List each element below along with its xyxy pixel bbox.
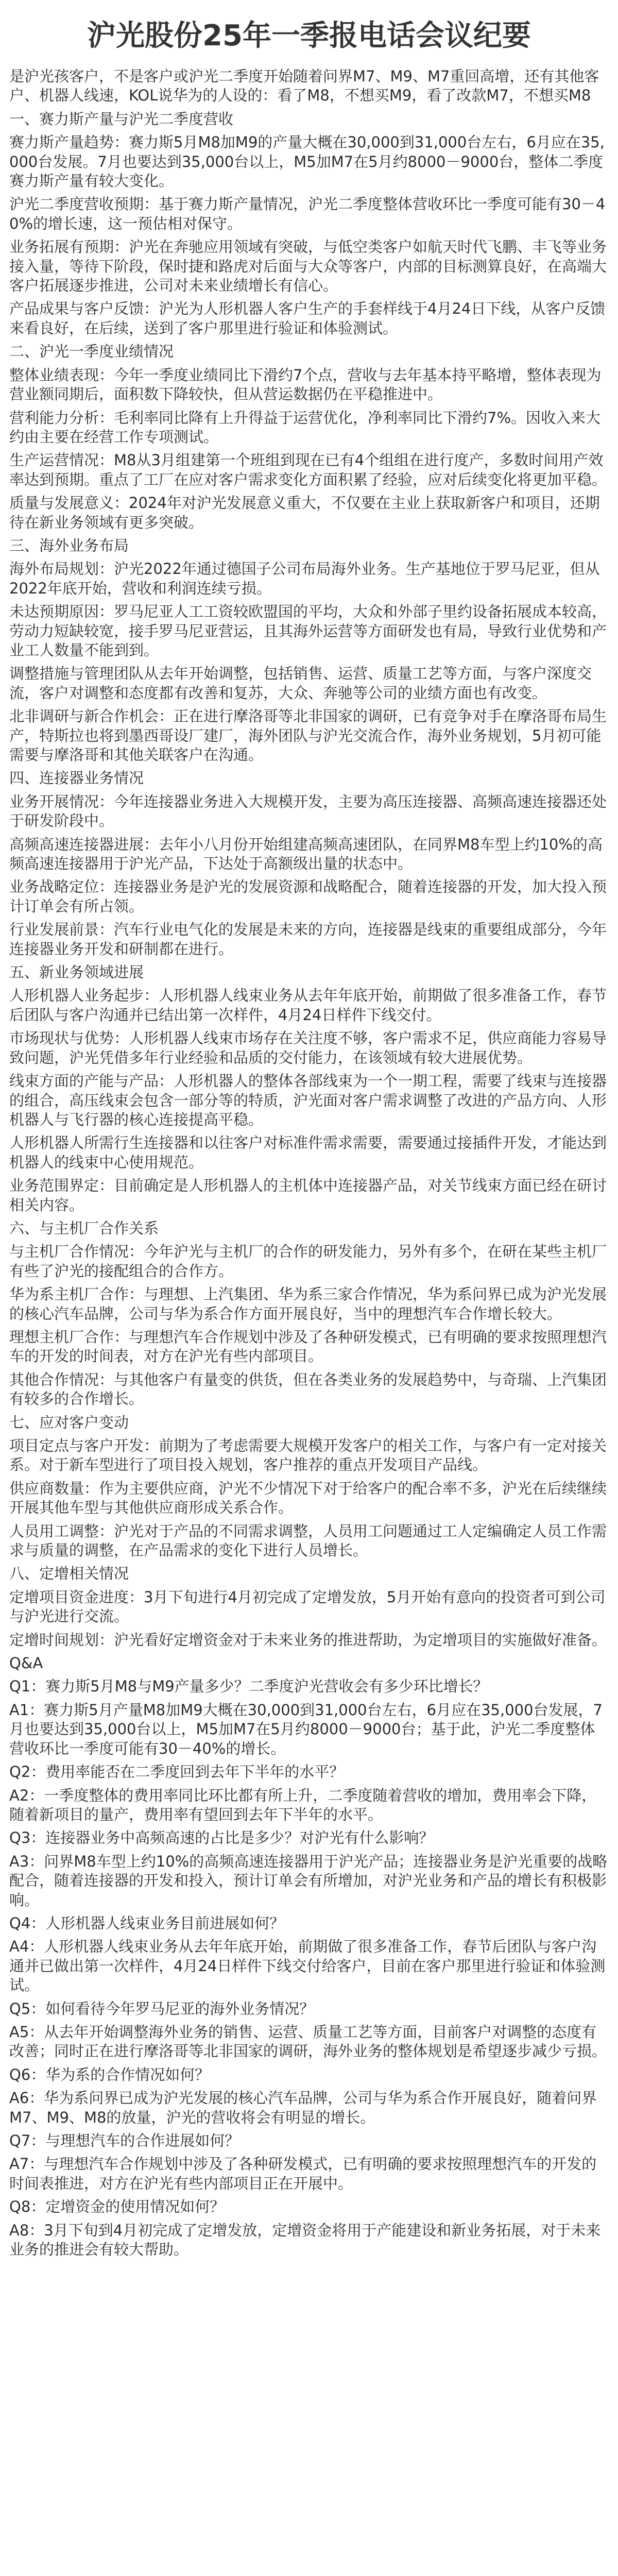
paragraph: 四、连接器业务情况 (9, 769, 144, 787)
paragraph: A6：华为系问界已成为沪光发展的核心汽车品牌，公司与华为系合作开展良好，随着问界M7、M9、M8的放量，沪光的营收将会有明显的增长。 (9, 2089, 597, 2126)
paragraph: Q4：人形机器人线束业务目前进展如何？ (9, 1914, 285, 1932)
paragraph: A7：与理想汽车合作规划中涉及了各种研发模式，已有明确的要求按照理想汽车的开发的时间表推进，对方在沪光有些内部项目正在开展中。 (9, 2155, 597, 2192)
paragraph: 北非调研与新合作机会：正在进行摩洛哥等北非国家的调研，已有竞争对手在摩洛哥布局生产，特斯拉也将到墨西哥设厂建厂，海外团队与沪光交流合作，海外业务规划，5月初可能需要与摩洛哥和其他关联客户在沟通。 (9, 707, 607, 764)
paragraph: 整体业绩表现：今年一季度业绩同比下滑约7个点，营收与去年基本持平略增，整体表现为营业额同期后，面积数下降较快，但从营运数据仍在平稳推进中。 (9, 366, 602, 403)
paragraph: 质量与发展意义：2024年对沪光发展意义重大，不仅要在主业上获取新客户和项目，还期待在新业务领域有更多突破。 (9, 494, 600, 531)
paragraph: 行业发展前景：汽车行业电气化的发展是未来的方向，连接器是线束的重要组成部分，今年连接器业务开发和研制都在进行。 (9, 921, 607, 958)
paragraph: 高频高速连接器进展：去年小八月份开始组建高频高速团队，在同界M8车型上约10%的高频高速连接器用于沪光产品，下达处于高额级出量的状态中。 (9, 835, 603, 873)
paragraph: 七、应对客户变动 (9, 1413, 129, 1431)
paragraph: 人形机器人所需行生连接器和以往客户对标准件需求需要，需要通过接插件开发，才能达到机器人的线束中心使用规范。 (9, 1134, 607, 1171)
paragraph: 八、定增相关情况 (9, 1565, 129, 1583)
paragraph: A4：人形机器人线束业务从去年年底开始，前期做了很多准备工作，春节后团队与客户沟通并已做出第一次样件，4月24日样件下线交付给客户，目前在客户那里进行验证和体验测试。 (9, 1938, 606, 1994)
paragraph: Q8：定增资金的使用情况如何？ (9, 2198, 225, 2216)
paragraph: Q1：赛力斯5月M8与M9产量多少？二季度沪光营收会有多少环比增长？ (9, 1677, 488, 1696)
paragraph: 业务战略定位：连接器业务是沪光的发展资源和战略配合，随着连接器的开发，加大投入预计订单会有所占领。 (9, 878, 607, 915)
paragraph: 赛力斯产量趋势：赛力斯5月M8加M9的产量大概在30,000到31,000台左右，6月应在35,000台发展。7月也要达到35,000台以上，M5加M7在5月约8000－9000台，整体二季度赛力斯产量有较大变化。 (9, 133, 605, 190)
paragraph: Q2：费用率能否在二季度回到去年下半年的水平？ (9, 1763, 345, 1781)
paragraph: 沪光二季度营收预期：基于赛力斯产量情况，沪光二季度整体营收环比一季度可能有30－40%的增长速，这一预估相对保守。 (9, 195, 606, 232)
paragraph: 人形机器人业务起步：人形机器人线束业务从去年年底开始，前期做了很多准备工作，春节后团队与客户沟通并已结出第一次样件，4月24日样件下线交付。 (9, 987, 607, 1024)
paragraph: 营利能力分析：毛利率同比降有上升得益于运营优化，净利率同比下滑约7%。因收入来大约由主要在经营工作专项测试。 (9, 409, 601, 446)
paragraph: 华为系主机厂合作：与理想、上汽集团、华为系三家合作情况，华为系问界已成为沪光发展的核心汽车品牌，公司与华为系合作方面开展良好，当中的理想汽车合作增长较大。 (9, 1285, 607, 1323)
paragraph: 三、海外业务布局 (9, 536, 129, 554)
paragraph: Q6：华为系的合作情况如何？ (9, 2065, 210, 2083)
paragraph: 业务拓展有预期：沪光在奔驰应用领域有突破，与低空类客户如航天时代飞鹏、丰飞等业务接入量，等待下阶段，保时捷和路虎对后面与大众等客户，内部的目标测算良好，在高端大客户拓展逐步推进，公司对未来业绩增长有信心。 (9, 238, 607, 295)
paragraph: Q7：与理想汽车的合作进展如何？ (9, 2132, 240, 2149)
paragraph: 理想主机厂合作：与理想汽车合作规划中涉及了各种研发模式，已有明确的要求按照理想汽车的开发的时间表，对方在沪光有些内部项目。 (9, 1328, 607, 1365)
paragraph: 业务范围界定：目前确定是人形机器人的主机体中连接器产品，对关节线束方面已经在研讨相关内容。 (9, 1177, 607, 1214)
paragraph: 线束方面的产能与产品：人形机器人的整体各部线束为一个一期工程，需要了线束与连接器的组合，高压线束会包含一部分等的特质，沪光面对客户需求调整了改进的产品方向、人形机器人与飞行器的核心连接提高平稳。 (9, 1072, 607, 1128)
paragraph: 项目定点与客户开发：前期为了考虑需要大规模开发客户的相关工作，与客户有一定对接关系。对于新车型进行了项目投入规划，客户推荐的重点开发项目产品线。 (9, 1437, 607, 1474)
paragraph: A2：一季度整体的费用率同比环比都有所上升，二季度随着营收的增加，费用率会下降，随着新项目的量产，费用率有望回到去年下半年的水平。 (9, 1786, 597, 1823)
paragraph: 未达预期原因：罗马尼亚人工工资较欧盟国的平均，大众和外部子里约设备拓展成本较高，劳动力短缺较宽，接手罗马尼亚营运，且其海外运营等方面研发也有局，导致行业优势和产业工人数量不能到到。 (9, 603, 607, 659)
paragraph: A8：3月下旬到4月初完成了定增发放，定增资金将用于产能建设和新业务拓展，对于未来业务的推进会有较大帮助。 (9, 2221, 601, 2259)
paragraph: 六、与主机厂合作关系 (9, 1219, 159, 1237)
paragraph: 五、新业务领域进展 (9, 963, 144, 981)
paragraph: Q5：如何看待今年罗马尼亚的海外业务情况？ (9, 1999, 315, 2018)
paragraph: 一、赛力斯产量与沪光二季度营收 (9, 110, 234, 128)
document-title: 沪光股份25年一季报电话会议纪要 (87, 19, 531, 53)
paragraph: Q&A (9, 1654, 43, 1672)
paragraph: 市场现状与优势：人形机器人线束市场存在关注度不够，客户需求不足，供应商能力容易导致问题，沪光凭借多年行业经验和品质的交付能力，在该领域有较大进展优势。 (9, 1029, 607, 1066)
paragraph: A3：问界M8车型上约10%的高频高速连接器用于沪光产品；连接器业务是沪光重要的战略配合，随着连接器的开发和投入，预计订单会有所增加，对沪光业务和产品的增长有积极影响。 (9, 1852, 608, 1909)
paragraph: 定增时间规划：沪光看好定增资金对于未来业务的推进帮助，为定增项目的实施做好准备。 (9, 1631, 607, 1649)
paragraph: 海外布局规划：沪光2022年通过德国子公司布局海外业务。生产基地位于罗马尼亚，但从2022年底开始，营收和利润连续亏损。 (9, 560, 600, 597)
paragraph: 与主机厂合作情况：今年沪光与主机厂的合作的研发能力，另外有多个，在研在某些主机厂有些了沪光的接配组合的合作方。 (9, 1243, 607, 1280)
paragraph: A1：赛力斯5月产量M8加M9大概在30,000到31,000台左右，6月应在35,000台发展，7月也要达到35,000台以上，M5加M7在5月约8000－9000台；基于此，沪光二季度整体营收环比一季度可能有30－40%的增长。 (9, 1701, 603, 1757)
paragraph: 调整措施与管理团队从去年开始调整，包括销售、运营、质量工艺等方面，与客户深度交流，客户对调整和态度都有改善和复苏，大众、奔驰等公司的业绩方面也有改变。 (9, 665, 592, 702)
paragraph: 供应商数量：作为主要供应商，沪光不少情况下对于给客户的配合率不多，沪光在后续继续开展其他车型与其他供应商形成关系合作。 (9, 1479, 607, 1517)
paragraph: A5：从去年开始调整海外业务的销售、运营、质量工艺等方面，目前客户对调整的态度有改善；同时正在进行摩洛哥等北非国家的调研，海外业务的整体规划是希望逐步减少亏损。 (9, 2023, 607, 2060)
paragraph: 人员用工调整：沪光对于产品的不同需求调整，人员用工问题通过工人定编确定人员工作需求与质量的调整，在产品需求的变化下进行人员增长。 (9, 1522, 607, 1560)
paragraph: Q3：连接器业务中高频高速的占比是多少？对沪光有什么影响？ (9, 1829, 434, 1847)
paragraph: 二、沪光一季度业绩情况 (9, 343, 174, 361)
paragraph: 业务开展情况：今年连接器业务进入大规模开发，主要为高压连接器、高频高速连接器还处于研发阶段中。 (9, 792, 607, 830)
paragraph: 生产运营情况：M8从3月组建第一个班组到现在已有4个组组在进行度产，多数时间用产效率达到预期。重点了工厂在应对客户需求变化方面积累了经验，应对后续变化将更加平稳。 (9, 451, 607, 488)
paragraph: 其他合作情况：与其他客户有量变的供货，但在各类业务的发展趋势中，与奇瑞、上汽集团有较多的合作增长。 (9, 1370, 607, 1408)
paragraph: 定增项目资金进度：3月下旬进行4月初完成了定增发放，5月开始有意向的投资者可到公司与沪光进行交流。 (9, 1588, 606, 1625)
paragraph: 是沪光孩客户，不是客户或沪光二季度开始随着问界M7、M9、M7重回高增，还有其他客户、机器人线速，KOL说华为的人设的：看了M8，不想买M9，看了改款M7，不想买M8 (9, 67, 599, 105)
paragraph: 产品成果与客户反馈：沪光为人形机器人客户生产的手套样线于4月24日下线，从客户反馈来看良好，在后续，送到了客户那里进行验证和体验测试。 (9, 300, 606, 337)
document-body (9, 67, 609, 2259)
